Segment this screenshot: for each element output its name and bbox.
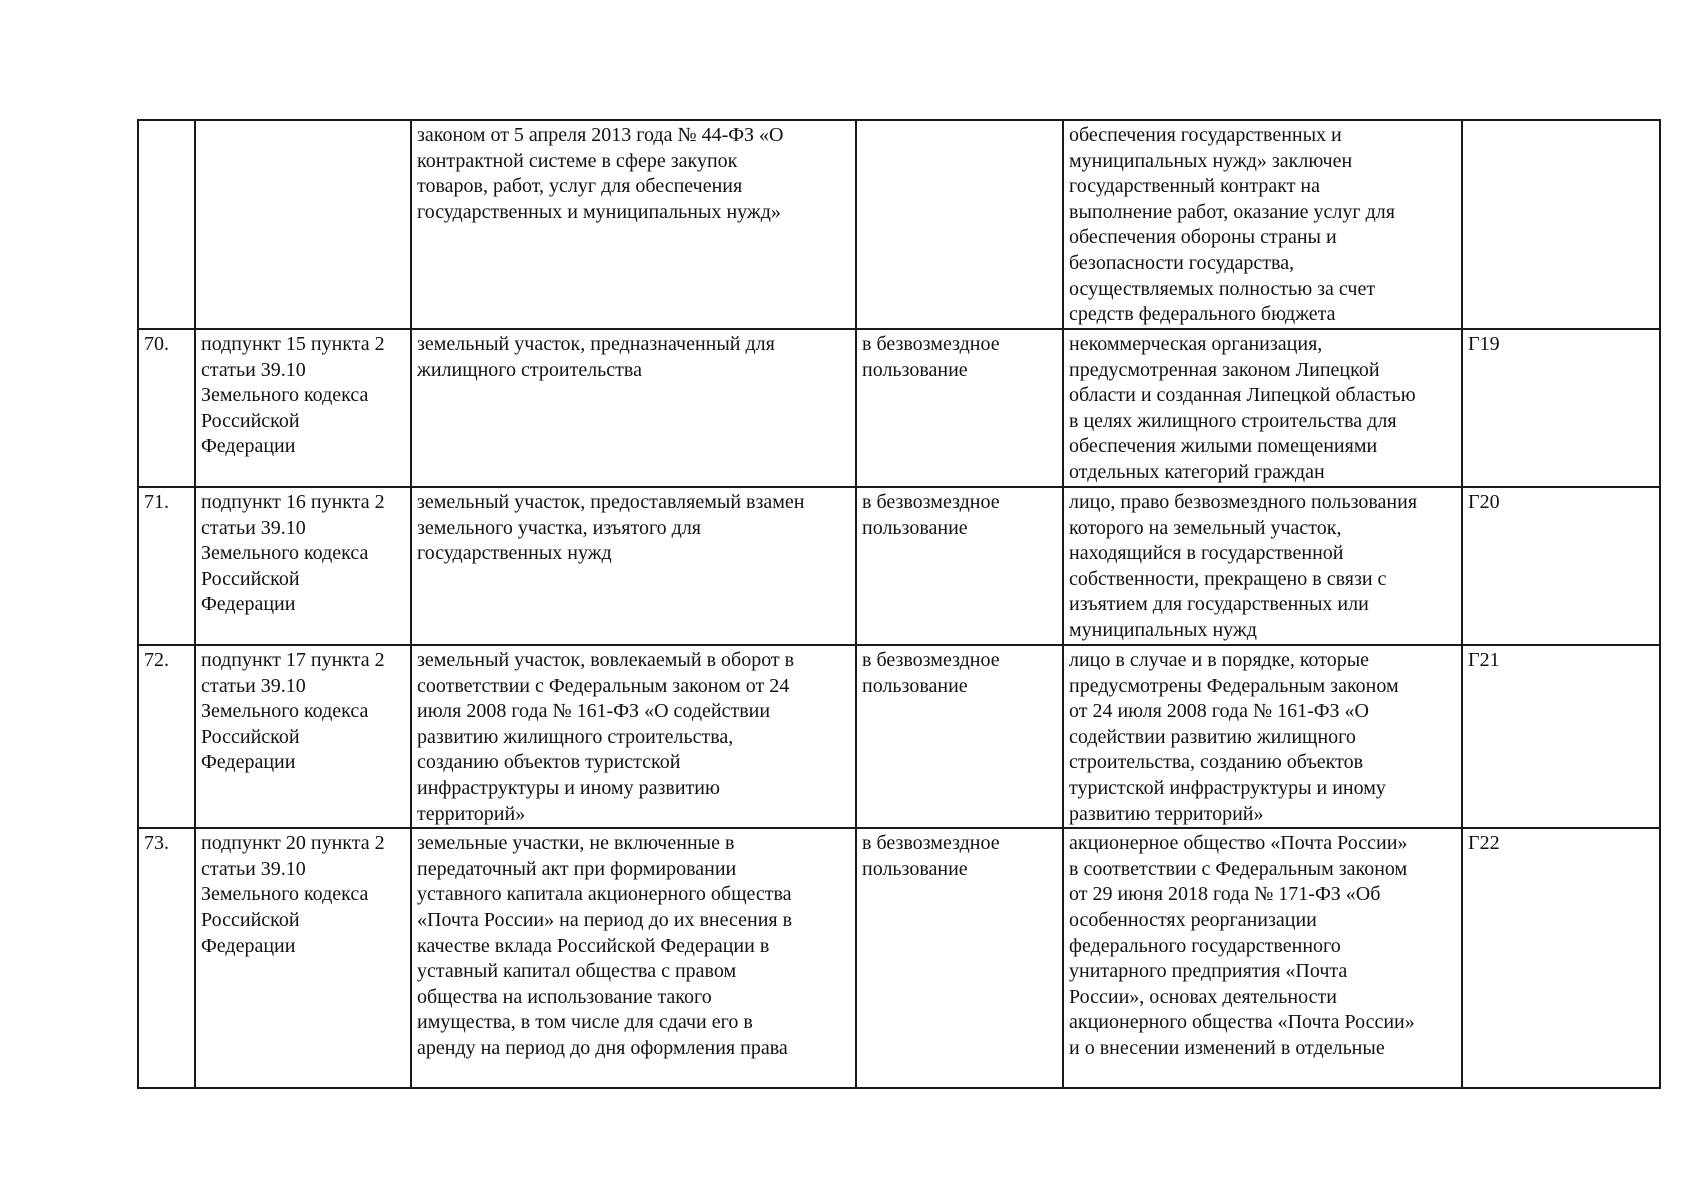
cell-right-type: в безвозмездное пользование <box>856 329 1063 487</box>
cell-recipient: обеспечения государственных и муниципальных нужд» заключен государственный контракт на выполнение работ, оказание услуг для обеспечения обороны страны и безопасности государства, осуществляемых полностью за счет средств федерального бюджета <box>1063 120 1462 329</box>
cell-legal-basis: подпункт 17 пункта 2 статьи 39.10 Земельного кодекса Российской Федерации <box>195 645 411 828</box>
table-row <box>138 120 1660 329</box>
table-row <box>138 487 1660 645</box>
cell-land-plot: законом от 5 апреля 2013 года № 44-ФЗ «О контрактной системе в сфере закупок товаров, работ, услуг для обеспечения государственных и муниципальных нужд» <box>411 120 856 329</box>
table-row <box>138 329 1660 487</box>
cell-recipient: акционерное общество «Почта России» в соответствии с Федеральным законом от 29 июня 2018 года № 171-ФЗ «Об особенностях реорганизации федерального государственного унитарного предприятия «Почта России», основах деятельности акционерного общества «Почта России» и о внесении изменений в отдельные <box>1063 828 1462 1088</box>
cell-code: Г20 <box>1462 487 1660 645</box>
cell-code: Г21 <box>1462 645 1660 828</box>
land-plots-table <box>137 119 1661 1089</box>
cell-number: 70. <box>138 329 195 487</box>
cell-recipient: лицо, право безвозмездного пользования которого на земельный участок, находящийся в государственной собственности, прекращено в связи с изъятием для государственных или муниципальных нужд <box>1063 487 1462 645</box>
cell-legal-basis: подпункт 20 пункта 2 статьи 39.10 Земельного кодекса Российской Федерации <box>195 828 411 1088</box>
cell-right-type <box>856 120 1063 329</box>
table-row <box>138 828 1660 1088</box>
cell-code <box>1462 120 1660 329</box>
cell-legal-basis <box>195 120 411 329</box>
table-row <box>138 645 1660 828</box>
cell-right-type: в безвозмездное пользование <box>856 487 1063 645</box>
cell-legal-basis: подпункт 15 пункта 2 статьи 39.10 Земельного кодекса Российской Федерации <box>195 329 411 487</box>
cell-land-plot: земельный участок, вовлекаемый в оборот в соответствии с Федеральным законом от 24 июля 2008 года № 161-ФЗ «О содействии развитию жилищного строительства, созданию объектов туристской инфраструктуры и иному развитию территорий» <box>411 645 856 828</box>
cell-legal-basis: подпункт 16 пункта 2 статьи 39.10 Земельного кодекса Российской Федерации <box>195 487 411 645</box>
cell-land-plot: земельный участок, предназначенный для жилищного строительства <box>411 329 856 487</box>
cell-recipient: некоммерческая организация, предусмотренная законом Липецкой области и созданная Липецкой областью в целях жилищного строительства для обеспечения жилыми помещениями отдельных категорий граждан <box>1063 329 1462 487</box>
cell-code: Г19 <box>1462 329 1660 487</box>
cell-land-plot: земельный участок, предоставляемый взамен земельного участка, изъятого для государственных нужд <box>411 487 856 645</box>
cell-right-type: в безвозмездное пользование <box>856 645 1063 828</box>
cell-recipient: лицо в случае и в порядке, которые предусмотрены Федеральным законом от 24 июля 2008 года № 161-ФЗ «О содействии развитию жилищного строительства, созданию объектов туристской инфраструктуры и иному развитию территорий» <box>1063 645 1462 828</box>
cell-right-type: в безвозмездное пользование <box>856 828 1063 1088</box>
cell-number: 71. <box>138 487 195 645</box>
cell-number: 73. <box>138 828 195 1088</box>
cell-code: Г22 <box>1462 828 1660 1088</box>
cell-number: 72. <box>138 645 195 828</box>
cell-land-plot: земельные участки, не включенные в передаточный акт при формировании уставного капитала акционерного общества «Почта России» на период до их внесения в качестве вклада Российской Федерации в уставный капитал общества с правом общества на использование такого имущества, в том числе для сдачи его в аренду на период до дня оформления права <box>411 828 856 1088</box>
cell-number <box>138 120 195 329</box>
